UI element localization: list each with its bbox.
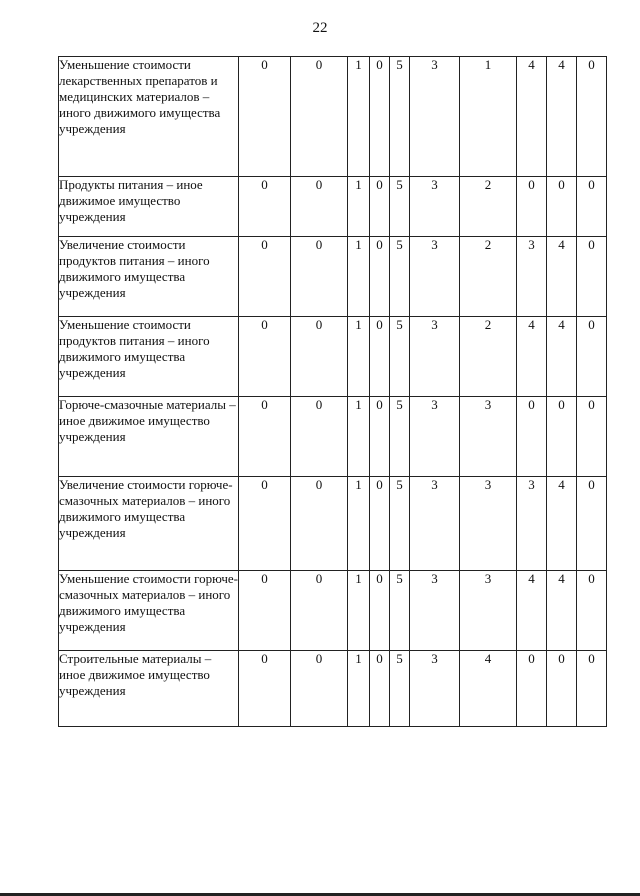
code-digit: 0 (291, 177, 348, 237)
code-digit: 0 (547, 397, 577, 477)
code-digit: 1 (348, 237, 370, 317)
row-name: Строительные материалы – иное движимое имущество учреждения (59, 651, 239, 727)
code-digit: 5 (390, 317, 410, 397)
code-digit: 0 (577, 477, 607, 571)
code-digit: 0 (577, 57, 607, 177)
code-digit: 4 (547, 477, 577, 571)
row-name: Продукты питания – иное движимое имущество учреждения (59, 177, 239, 237)
code-digit: 0 (291, 57, 348, 177)
code-digit: 0 (370, 477, 390, 571)
code-digit: 0 (577, 237, 607, 317)
code-digit: 5 (390, 237, 410, 317)
code-digit: 4 (460, 651, 517, 727)
code-digit: 3 (410, 477, 460, 571)
code-digit: 0 (291, 477, 348, 571)
code-digit: 5 (390, 177, 410, 237)
code-digit: 3 (410, 177, 460, 237)
code-digit: 0 (547, 651, 577, 727)
code-digit: 0 (291, 397, 348, 477)
code-digit: 0 (239, 237, 291, 317)
table-row (59, 317, 607, 397)
code-digit: 3 (517, 237, 547, 317)
code-digit: 3 (410, 651, 460, 727)
code-digit: 0 (239, 651, 291, 727)
code-digit: 3 (517, 477, 547, 571)
code-digit: 3 (410, 397, 460, 477)
code-digit: 0 (517, 397, 547, 477)
code-digit: 1 (348, 397, 370, 477)
table-row (59, 397, 607, 477)
row-name: Уменьшение стоимости лекарственных препаратов и медицинских материалов – иного движимого имущества учреждения (59, 57, 239, 177)
code-digit: 4 (547, 571, 577, 651)
row-name: Уменьшение стоимости продуктов питания – иного движимого имущества учреждения (59, 317, 239, 397)
table-row (59, 477, 607, 571)
code-digit: 0 (291, 571, 348, 651)
code-digit: 4 (517, 571, 547, 651)
account-codes-table (58, 56, 607, 727)
code-digit: 3 (460, 397, 517, 477)
code-digit: 0 (239, 57, 291, 177)
table-row (59, 237, 607, 317)
code-digit: 0 (370, 651, 390, 727)
table-row (59, 57, 607, 177)
code-digit: 0 (370, 397, 390, 477)
code-digit: 0 (370, 237, 390, 317)
code-digit: 2 (460, 177, 517, 237)
code-digit: 1 (348, 57, 370, 177)
code-digit: 1 (348, 477, 370, 571)
code-digit: 2 (460, 317, 517, 397)
code-digit: 3 (460, 477, 517, 571)
code-digit: 0 (370, 571, 390, 651)
code-digit: 0 (291, 651, 348, 727)
table-row (59, 177, 607, 237)
code-digit: 4 (547, 57, 577, 177)
code-digit: 3 (410, 57, 460, 177)
code-digit: 0 (577, 317, 607, 397)
code-digit: 0 (577, 397, 607, 477)
row-name: Уменьшение стоимости горюче-смазочных материалов – иного движимого имущества учреждения (59, 571, 239, 651)
code-digit: 4 (517, 57, 547, 177)
code-digit: 3 (410, 571, 460, 651)
code-digit: 0 (577, 651, 607, 727)
code-digit: 4 (517, 317, 547, 397)
code-digit: 1 (348, 177, 370, 237)
code-digit: 3 (410, 317, 460, 397)
code-digit: 2 (460, 237, 517, 317)
code-digit: 1 (460, 57, 517, 177)
code-digit: 0 (239, 477, 291, 571)
code-digit: 0 (577, 571, 607, 651)
code-digit: 3 (410, 237, 460, 317)
code-digit: 1 (348, 317, 370, 397)
table-row (59, 571, 607, 651)
code-digit: 0 (291, 237, 348, 317)
code-digit: 5 (390, 397, 410, 477)
row-name: Увеличение стоимости продуктов питания – иного движимого имущества учреждения (59, 237, 239, 317)
code-digit: 0 (239, 571, 291, 651)
row-name: Горюче-смазочные материалы – иное движимое имущество учреждения (59, 397, 239, 477)
code-digit: 0 (517, 177, 547, 237)
code-digit: 0 (577, 177, 607, 237)
page-number: 22 (312, 20, 328, 36)
code-digit: 5 (390, 477, 410, 571)
code-digit: 0 (239, 317, 291, 397)
code-digit: 3 (460, 571, 517, 651)
code-digit: 5 (390, 651, 410, 727)
code-digit: 1 (348, 651, 370, 727)
table-row (59, 651, 607, 727)
code-digit: 1 (348, 571, 370, 651)
code-digit: 4 (547, 317, 577, 397)
code-digit: 5 (390, 57, 410, 177)
row-name: Увеличение стоимости горюче-смазочных материалов – иного движимого имущества учреждения (59, 477, 239, 571)
code-digit: 0 (239, 177, 291, 237)
code-digit: 0 (370, 177, 390, 237)
code-digit: 0 (370, 57, 390, 177)
code-digit: 0 (291, 317, 348, 397)
code-digit: 4 (547, 237, 577, 317)
code-digit: 0 (547, 177, 577, 237)
code-digit: 5 (390, 571, 410, 651)
code-digit: 0 (239, 397, 291, 477)
code-digit: 0 (370, 317, 390, 397)
code-digit: 0 (517, 651, 547, 727)
